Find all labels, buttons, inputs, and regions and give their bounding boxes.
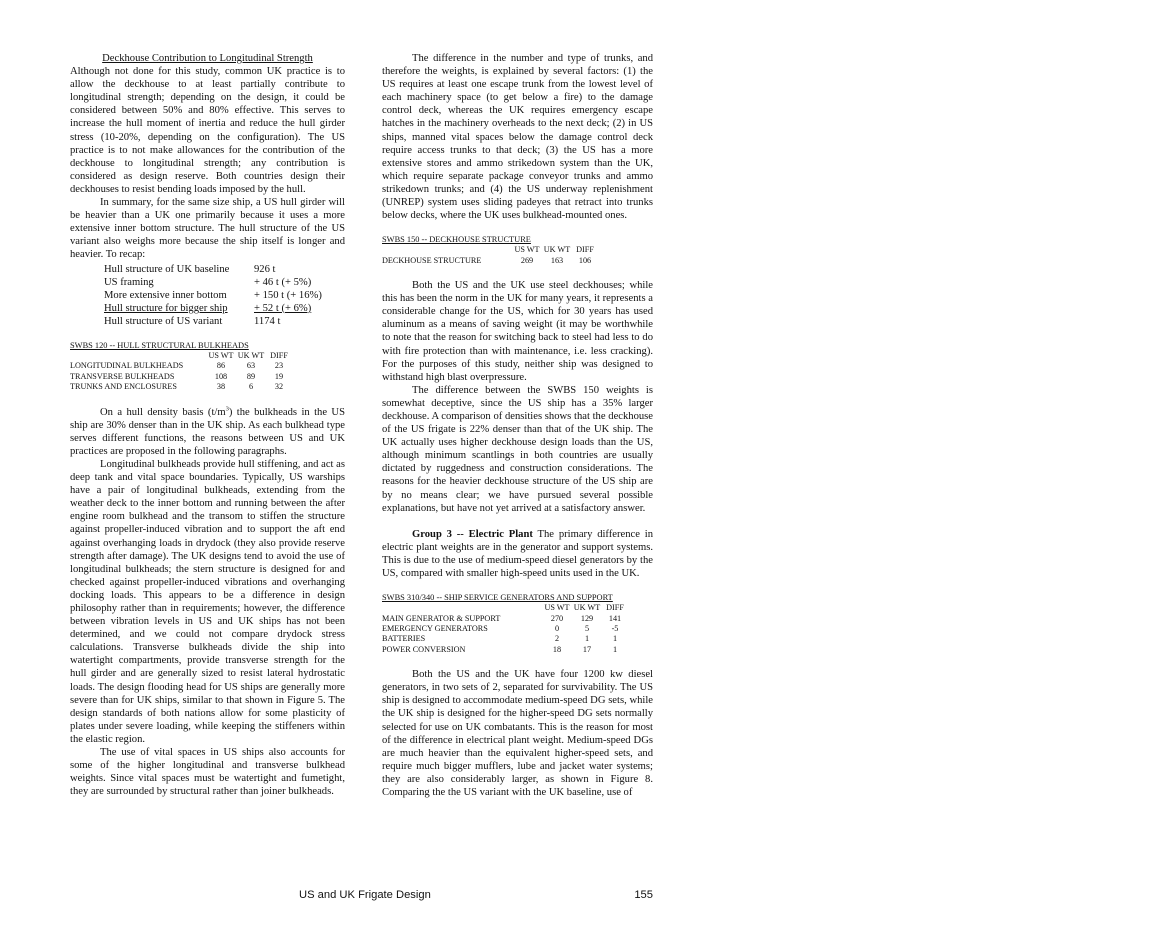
table-row: BATTERIES 2 1 1 [382,634,618,644]
page-number: 155 [634,889,653,901]
table-row: TRUNKS AND ENCLOSURES 38 6 32 [70,382,284,392]
recap-row [104,315,336,328]
recap-label: US framing [104,276,154,288]
recap-value: + 52 t (+ 6%) [254,302,312,314]
recap-value: + 150 t (+ 16%) [254,289,322,301]
col-header-uk-wt: UK WT [573,603,601,613]
table-row: POWER CONVERSION 18 17 1 [382,644,618,654]
col-header-uk-wt: UK WT [237,350,265,360]
recap-row [104,276,336,289]
table-swbs-120 [70,351,292,393]
paragraph: The difference in the number and type of trunks, and therefore the weights, is explained by several factors: (1) the US requires at least one escape trunk from the lowest level of each machinery space (to get below a fire) to the damage control deck, whereas the UK requires emergency escape hatches in the machinery overheads to the next deck; (2) in US ships, manned vital spaces below the damage control deck require access trunks to that deck; (3) the US has a more extensive stores and ammo strikedown system than the UK, which require separate package conveyor trunks and ammo strikedown trunks; and (4) the US underway replenishment (UNREP) system uses sliding padeyes that retract into trunks below decks, where the UK uses bulkhead-mounted ones. [382,53,653,222]
recap-row [104,289,336,302]
recap-label: More extensive inner bottom [104,289,227,301]
section-title-deckhouse-contribution: Deckhouse Contribution to Longitudinal Strength [102,53,313,64]
running-footer-title: US and UK Frigate Design [299,889,431,901]
recap-value: 1174 t [254,315,281,327]
paragraph: Although not done for this study, common UK practice is to allow the deckhouse to at least partially contribute to longitudinal strength; depending on the design, it could be considered between 50% and 80% effective. This serves to increase the hull moment of inertia and reduce the hull girder stress (10-20%, depending on the configuration). The US practice is to not make allowances for the contribution of the deckhouse to longitudinal strength; any contribution is considered as design reserve. Both countries design their deckhouses to resist bending loads imposed by the hull. [70,66,345,195]
table-title-swbs-150: SWBS 150 -- DECKHOUSE STRUCTURE [382,235,531,245]
recap-value: 926 t [254,263,276,275]
recap-row [104,302,336,315]
table-header-row [70,351,292,361]
table-title-swbs-120: SWBS 120 -- HULL STRUCTURAL BULKHEADS [70,340,249,350]
recap-label: Hull structure of UK baseline [104,263,230,275]
left-column [70,52,345,798]
col-header-uk-wt: UK WT [543,245,571,255]
paragraph: Both the US and the UK have four 1200 kw diesel generators, in two sets of 2, separated for survivability. The US ship is designed to accommodate medium-speed DG sets, while the UK ship is designed for the higher-speed DG sets normally selected for use on UK combatants. This is the reason for most of the difference in electrical plant weight. Medium-speed DGs are much heavier than the equivalent higher-speed sets, and require much bigger mufflers, lube and jacket water systems; they are also considerably larger, as shown in Figure 8. Comparing the the US variant with the UK baseline, use of [382,669,653,798]
paragraph: Group 3 -- Electric Plant The primary difference in electric plant weights are in the generator and support systems. This is due to the use of medium-speed diesel generators by the US, compared with smaller high-speed units used in the UK. [382,528,653,579]
table-swbs-150 [382,245,598,266]
col-header-us-wt: US WT [208,350,234,360]
paragraph: The use of vital spaces in US ships also accounts for some of the higher longitudinal and transverse bulkhead weights. Since vital spaces must be watertight and fumetight, they are surrounded by structural rather than joiner bulkheads. [70,747,345,798]
col-header-diff: DIFF [576,245,594,255]
table-row: MAIN GENERATOR & SUPPORT 270 129 141 [382,613,622,623]
paragraph: In summary, for the same size ship, a US hull girder will be heavier than a UK one primarily because it uses a more extensive inner bottom structure. The hull structure of the US variant also weighs more because the ship itself is longer and heavier. To recap: [70,197,345,261]
col-header-us-wt: US WT [514,245,540,255]
page-footer [70,889,653,903]
col-header-us-wt: US WT [544,603,570,613]
recap-list [104,263,336,328]
col-header-diff: DIFF [270,350,288,360]
paragraph: On a hull density basis $(t/m^3)$ the bulkheads in the US ship are 30% denser than in the UK ship. As each bulkhead type serves different functions, the reasons between US and UK practices are proposed in the following paragraphs. [70,405,345,457]
col-header-diff: DIFF [606,603,624,613]
recap-value: + 46 t (+ 5%) [254,276,312,288]
table-row: LONGITUDINAL BULKHEADS 86 63 23 [70,361,284,371]
table-row: TRANSVERSE BULKHEADS 108 89 19 [70,371,284,381]
table-row: DECKHOUSE STRUCTURE 269 163 106 [382,255,592,265]
group-3-heading: Group 3 -- Electric Plant [412,528,533,540]
table-row: EMERGENCY GENERATORS 0 5 -5 [382,623,619,633]
right-column [382,52,653,799]
paragraph: Longitudinal bulkheads provide hull stiffening, and act as deep tank and vital space boundaries. Typically, US warships have a pair of longitudinal bulkheads, extending from the weather deck to the inner bottom and running between the after engine room bulkhead and the transom to stiffen the structure against propeller-induced vibration and to support the aft end against overhanging loads in drydock (they also provide reserve strength after damage). The UK designs tend to avoid the use of longitudinal bulkheads; the stern structure is designed for and checked against propeller-induced vibrations and overhanging docking loads. This appears to be a difference in design philosophy rather than in requirements; however, the difference between vibration levels in US and UK ships has not been determined, and we could not compare drydock stress calculations. Transverse bulkheads divide the ship into watertight compartments, provide transverse strength for the hull girder and are generally sized to resist lateral hydrostatic loads. The design flooding head for US ships are generally more severe than for UK ships, similar to that shown in Figure 5. The design standards of both nations allow for some plasticity of plates under severe loading, while keeping the stiffeners within the elastic region. [70,458,345,745]
recap-row [104,263,336,276]
table-header-row [382,245,598,255]
recap-label: Hull structure for bigger ship [104,302,228,314]
table-swbs-310-340 [382,603,628,655]
paragraph: The difference between the SWBS 150 weights is somewhat deceptive, since the US ship has a 35% larger deckhouse. A comparison of densities shows that the deckhouse of the US frigate is 22% denser than that of the UK ship. The UK actually uses higher deckhouse design loads than the US, although minimum scantlings in both countries are usually dictated by ruggedness and construction considerations. The reasons for the heavier deckhouse structure of the US ship are by no means clear; we have pursued several possible explanations, but have not yet arrived at a satisfactory answer. [382,384,653,514]
table-header-row [382,603,628,613]
paragraph: Both the US and the UK use steel deckhouses; while this has been the norm in the UK for many years, it represents a considerable change for the US, which for 30 years has used aluminum as a means of saving weight (it may be worthwhile to note that the reason for switching back to steel had less to do with fire protection than with maintenance, i.e. less cracking). For the purposes of this study, neither ship was designed to withstand high blast overpressure. [382,280,653,383]
recap-label: Hull structure of US variant [104,315,223,327]
table-title-swbs-310-340: SWBS 310/340 -- SHIP SERVICE GENERATORS AND SUPPORT [382,593,613,603]
